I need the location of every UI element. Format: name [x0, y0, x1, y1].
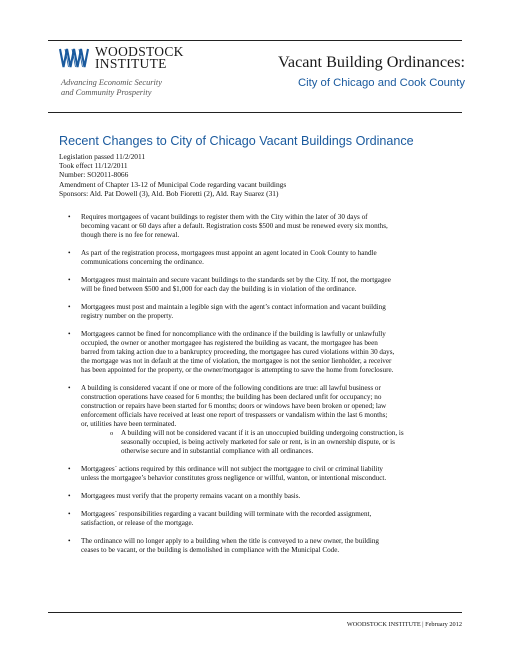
- bullet-line: ceases to be vacant, or the building is demolished in compliance with the Municipal Code.: [81, 546, 340, 554]
- document-subtitle: City of Chicago and Cook County: [297, 77, 465, 89]
- sub-bullet-line: otherwise secure and in substantial compliance with all ordinances.: [121, 447, 314, 455]
- bullet-line: Mortgagees` responsibilities regarding a vacant building will terminate with the recorded assignment,: [81, 510, 372, 518]
- bullet-line: satisfaction, or release of the mortgage.: [81, 519, 194, 527]
- bullet-icon: •: [68, 510, 71, 518]
- bullet-line: registry number on the property.: [81, 312, 174, 320]
- meta-line: Amendment of Chapter 13-12 of Municipal Code regarding vacant buildings: [59, 179, 287, 189]
- bullet-line: unless the mortgagee’s behavior constitutes gross negligence or willful, wanton, or intentional misconduct.: [81, 474, 387, 482]
- bullet-text: [81, 510, 459, 528]
- document-title: Vacant Building Ordinances:: [277, 53, 465, 71]
- logo-tagline: [61, 78, 162, 97]
- section-title: Recent Changes to City of Chicago Vacant Buildings Ordinance: [59, 134, 414, 148]
- meta-line: Legislation passed 11/2/2011: [59, 152, 146, 161]
- bullet-icon: •: [68, 213, 71, 221]
- logo-name-line-1: WOODSTOCK: [95, 44, 184, 59]
- sub-bullet-text: [121, 429, 459, 456]
- sub-bullet-marker: o: [110, 430, 114, 437]
- bullet-icon: •: [68, 465, 71, 473]
- bullet-line: construction or repairs have been started for 6 months; doors or windows have been broken or opened; law: [81, 402, 387, 410]
- bullet-line: Mortgagees cannot be fined for noncompliance with the ordinance if the building is lawfully or unlawfully: [81, 330, 386, 338]
- legislation-details: [59, 152, 286, 198]
- bullet-line: As part of the registration process, mortgagees must appoint an agent located in Cook County to handle: [81, 249, 377, 257]
- logo-wordmark: [95, 46, 184, 70]
- bullet-line: Mortgagees must maintain and secure vacant buildings to the standards set by the City. If not, the mortgagee: [81, 276, 391, 284]
- bullet-line: A building is considered vacant if one or more of the following conditions are true: all lawful business or: [81, 384, 381, 392]
- bullet-line: Mortgagees must verify that the property remains vacant on a monthly basis.: [81, 492, 301, 500]
- top-rule: [48, 40, 462, 41]
- logo-mark-icon: [59, 48, 89, 68]
- bullet-line: The ordinance will no longer apply to a building when the title is conveyed to a new owner, the building: [81, 537, 379, 545]
- bullet-icon: •: [68, 249, 71, 257]
- bullet-text: [81, 276, 459, 294]
- bullet-line: Mortgagees` actions required by this ordinance will not subject the mortgagee to civil or criminal liability: [81, 465, 384, 473]
- bullet-line: communications concerning the ordinance.: [81, 258, 204, 266]
- bullet-line: barred from taking action due to a bankruptcy proceeding, the mortgagee has cured violations within 30 days,: [81, 348, 395, 356]
- bullet-line: construction operations have ceased for 6 months; the building has been declared unfit for occupancy; no: [81, 393, 382, 401]
- bullet-text: [81, 537, 459, 555]
- bullet-line: will be fined between $500 and $1,000 for each day the building is in violation of the ordinance.: [81, 285, 357, 293]
- logo-tagline-line-1: Advancing Economic Security: [61, 78, 162, 87]
- bullet-icon: •: [68, 384, 71, 392]
- bullet-text: [81, 249, 459, 267]
- page-footer: WOODSTOCK INSTITUTE | February 2012: [346, 621, 462, 628]
- bullet-line: though there is no fee for renewal.: [81, 231, 180, 239]
- bullet-text: [81, 303, 459, 321]
- bullet-icon: •: [68, 537, 71, 545]
- bullet-line: has been appointed for the property, or the owner/mortgagor is attempting to save the home from foreclosure.: [81, 366, 394, 374]
- bullet-line: or, utilities have been terminated.: [81, 420, 177, 428]
- meta-line: Sponsors: Ald. Pat Dowell (3), Ald. Bob Fioretti (2), Ald. Ray Suarez (31): [59, 188, 279, 198]
- bullet-line: enforcement officials have received at least one report of trespassers or vandalism within the last 6 months;: [81, 411, 388, 419]
- bullet-text: [81, 492, 459, 501]
- bullet-icon: •: [68, 276, 71, 284]
- bullet-icon: •: [68, 330, 71, 338]
- bullet-line: Mortgagees must post and maintain a legible sign with the agent’s contact information and vacant building: [81, 303, 386, 311]
- logo-tagline-line-2: and Community Prosperity: [61, 87, 152, 97]
- woodstock-logo: [59, 46, 209, 106]
- bullet-line: becoming vacant or 60 days after a default. Registration costs $500 and must be renewed every six months,: [81, 222, 388, 230]
- bullet-text: [81, 384, 459, 429]
- header-bottom-rule: [48, 112, 462, 113]
- bullet-line: Requires mortgagees of vacant buildings to register them with the City within the later of 30 days of: [81, 213, 368, 221]
- sub-bullet-line: A building will not be considered vacant if it is an unoccupied building undergoing construction, is: [121, 429, 404, 437]
- meta-line: Took effect 11/12/2011: [59, 161, 128, 171]
- logo-name-line-2: INSTITUTE: [95, 56, 167, 71]
- bullet-line: occupied, the owner or another mortgagee has registered the building as vacant, the mortgagee has been: [81, 339, 378, 347]
- bullet-icon: •: [68, 303, 71, 311]
- bullet-icon: •: [68, 492, 71, 500]
- bullet-line: the mortgage was not in default at the time of violation, the mortgagee is not the senior lienholder, a receiver: [81, 357, 392, 365]
- bullet-text: [81, 465, 459, 483]
- meta-line: Number: SO2011-8066: [59, 170, 129, 180]
- bullet-text: [81, 213, 459, 240]
- sub-bullet-line: seasonally occupied, is being actively marketed for sale or rent, is in an ownership dispute, or is: [121, 438, 395, 446]
- footer-rule: [48, 612, 462, 613]
- bullet-text: [81, 330, 459, 375]
